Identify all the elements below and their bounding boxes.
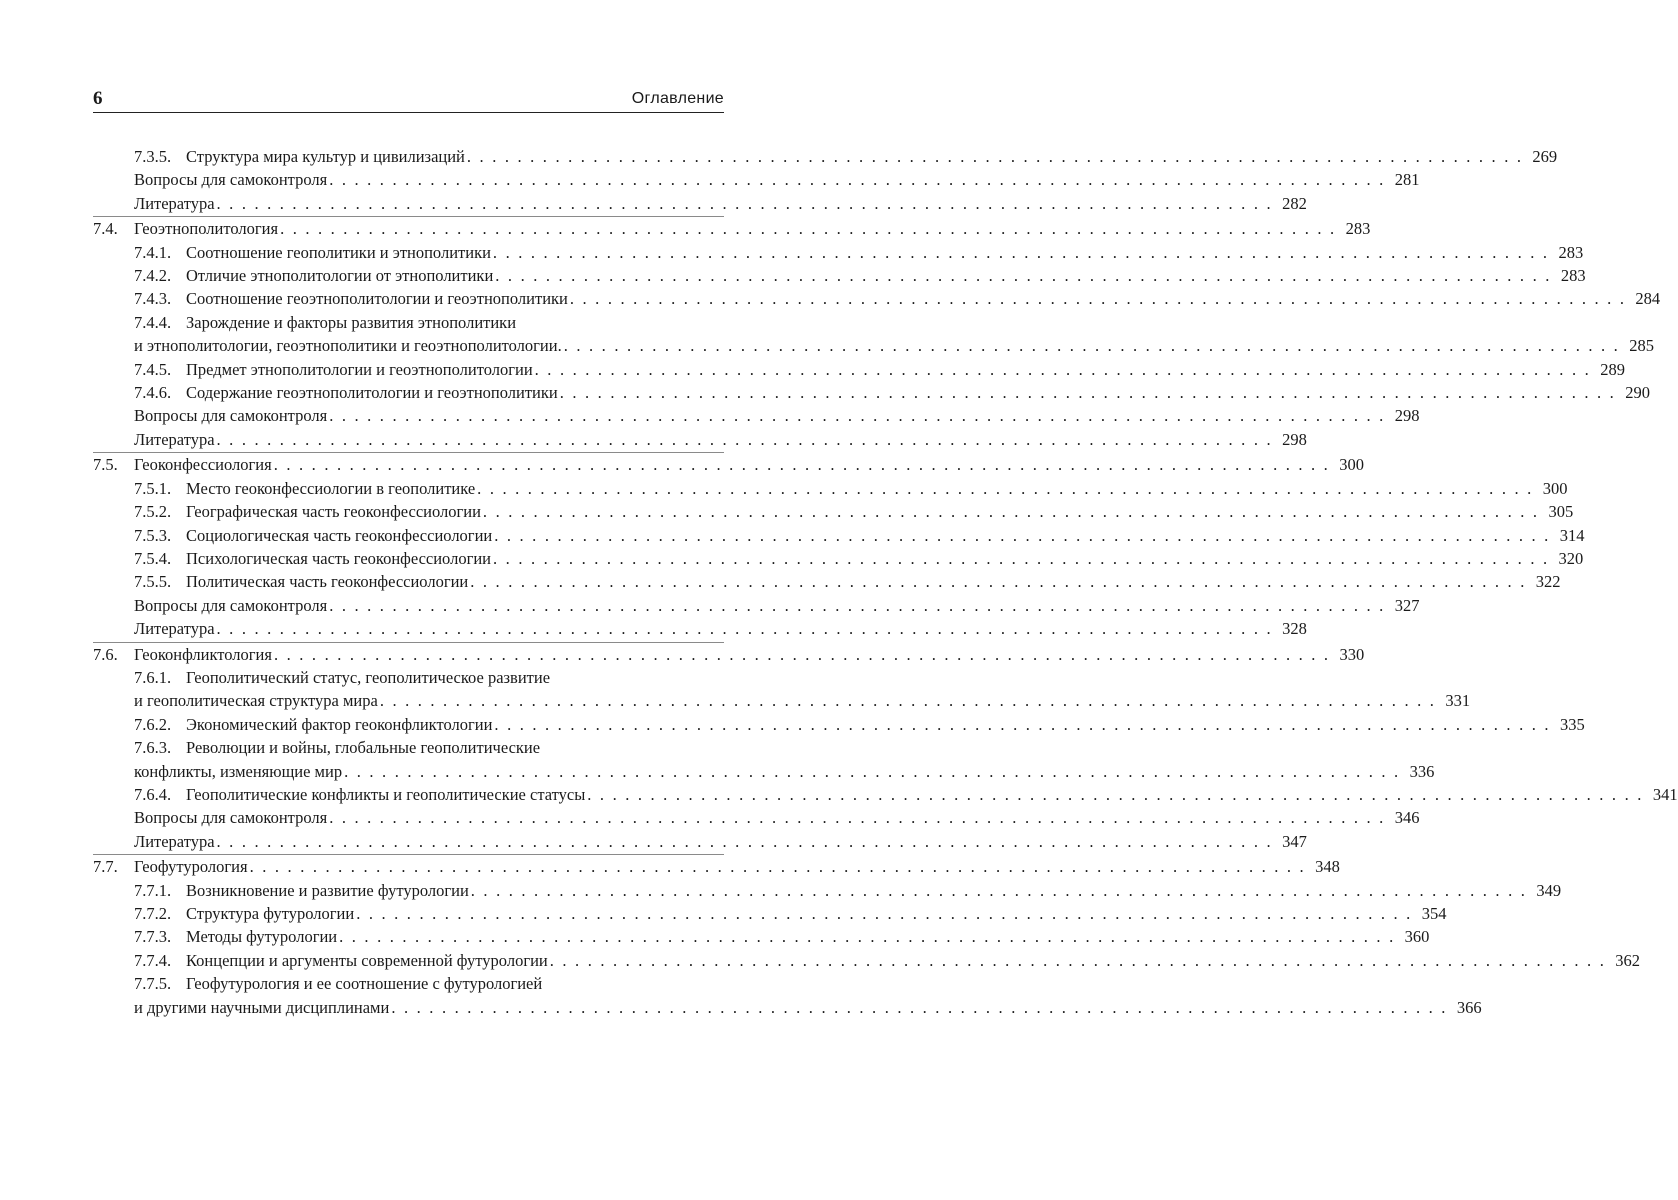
toc-leader-dots: . . . . . . . . . . . . . . . . . . . . . . . . . . . . . . . . . . . . . . . . . . . . . . . . . . . . . . . . . . . . . . . . . . . . . . . . . . . . . . . . . . . . bbox=[249, 857, 1306, 877]
toc-entry-number: 7.4.3. bbox=[134, 289, 172, 309]
toc-entry-page: 285 bbox=[1629, 336, 1655, 356]
toc-leader-dots: . . . . . . . . . . . . . . . . . . . . . . . . . . . . . . . . . . . . . . . . . . . . . . . . . . . . . . . . . . . . . . . . . . . . . . . . . . . . . . . . . . . . bbox=[356, 904, 1413, 923]
toc-entry-label bbox=[134, 713, 492, 736]
toc-entry-line bbox=[93, 217, 1371, 240]
toc-entry-line bbox=[93, 879, 1562, 902]
toc-entry-page: 349 bbox=[1536, 880, 1562, 900]
toc-entry-title: Геоконфликтология bbox=[134, 644, 272, 664]
toc-entry-page: 335 bbox=[1559, 714, 1585, 734]
toc-entry[interactable] bbox=[93, 524, 1585, 547]
toc-entry-title-line1: Зарождение и факторы развития этнополитики bbox=[186, 312, 517, 332]
toc-entry-page: 347 bbox=[1282, 831, 1307, 851]
toc-leader-dots: . . . . . . . . . . . . . . . . . . . . . . . . . . . . . . . . . . . . . . . . . . . . . . . . . . . . . . . . . . . . . . . . . . . . . . . . . . . . . . . . . . . . bbox=[569, 289, 1627, 309]
toc-entry-title: Социологическая часть геоконфессиологии bbox=[186, 525, 493, 545]
toc-entry-page: 366 bbox=[1456, 997, 1482, 1017]
toc-entry-line bbox=[93, 500, 1574, 523]
toc-entry-label bbox=[134, 358, 533, 381]
toc-entry-title: Соотношение геоэтнополитологии и геоэтнополитики bbox=[186, 289, 568, 309]
toc-entry-number: 7.5.1. bbox=[134, 478, 172, 498]
toc-entry-label bbox=[134, 404, 327, 427]
toc-entry[interactable] bbox=[93, 381, 1651, 404]
toc-entry[interactable] bbox=[93, 264, 1586, 287]
toc-entry-line bbox=[93, 855, 1340, 878]
toc-entry-title: Политическая часть геоконфессиологии bbox=[186, 572, 469, 592]
toc-entry-line bbox=[93, 192, 1307, 215]
toc-entry-title: Геоэтнополитология bbox=[134, 219, 279, 239]
toc-entry-title: Соотношение геополитики и этнополитики bbox=[186, 242, 491, 262]
toc-entry-number: 7.7.1. bbox=[134, 880, 172, 900]
toc-entry-title: Отличие этнополитологии от этнополитики bbox=[186, 266, 494, 286]
toc-entry-line bbox=[93, 428, 1307, 451]
toc-entry[interactable] bbox=[93, 972, 1482, 1019]
toc-entry-line bbox=[93, 547, 1584, 570]
toc-entry-title-line1: Революции и войны, глобальные геополитические bbox=[186, 738, 541, 758]
toc-entry-page: 320 bbox=[1558, 548, 1584, 568]
toc-entry-label bbox=[134, 949, 548, 972]
toc-entry-number: 7.7.5. bbox=[134, 974, 172, 994]
toc-entry-title: и другими научными дисциплинами bbox=[134, 997, 390, 1017]
toc-entry-line bbox=[93, 570, 1561, 593]
toc-section-entry[interactable] bbox=[93, 452, 1365, 476]
toc-entry-page: 282 bbox=[1282, 193, 1307, 213]
toc-entry-page: 305 bbox=[1548, 502, 1574, 522]
toc-entry-line bbox=[93, 404, 1420, 427]
toc-entry-title: Концепции и аргументы современной футурологии bbox=[186, 950, 548, 970]
toc-entry-number: 7.7.4. bbox=[134, 950, 172, 970]
toc-entry-page: 341 bbox=[1652, 784, 1678, 804]
toc-entry-label bbox=[134, 168, 327, 191]
toc-entry-page: 298 bbox=[1282, 429, 1307, 449]
toc-entry-line bbox=[93, 145, 1558, 168]
toc-entry-page: 290 bbox=[1625, 383, 1651, 403]
toc-entry[interactable] bbox=[93, 879, 1562, 902]
toc-leader-dots: . . . . . . . . . . . . . . . . . . . . . . . . . . . . . . . . . . . . . . . . . . . . . . . . . . . . . . . . . . . . . . . . . . . . . . . . . . . . . . . . . . . . bbox=[329, 808, 1386, 828]
toc-leader-dots: . . . . . . . . . . . . . . . . . . . . . . . . . . . . . . . . . . . . . . . . . . . . . . . . . . . . . . . . . . . . . . . . . . . . . . . . . . . . . . . . . . . . bbox=[273, 644, 1331, 664]
toc-entry-page: 269 bbox=[1532, 147, 1558, 166]
toc-entry-line bbox=[93, 524, 1585, 547]
toc-leader-dots: . . . . . . . . . . . . . . . . . . . . . . . . . . . . . . . . . . . . . . . . . . . . . . . . . . . . . . . . . . . . . . . . . . . . . . . . . . . . . . . . . . . . bbox=[559, 383, 1617, 403]
toc-entry-page: 284 bbox=[1635, 289, 1661, 309]
toc-entry-label bbox=[93, 643, 272, 666]
toc-entry-title: Содержание геоэтнополитологии и геоэтнополитики bbox=[186, 383, 558, 403]
toc-entry-page: 298 bbox=[1394, 406, 1420, 426]
toc-entry-page: 362 bbox=[1615, 950, 1641, 970]
toc-entry[interactable] bbox=[93, 547, 1584, 570]
toc-entry-line bbox=[93, 617, 1307, 640]
toc-leader-dots: . . . . . . . . . . . . . . . . . . . . . . . . . . . . . . . . . . . . . . . . . . . . . . . . . . . . . . . . . . . . . . . . . . . . . . . . . . . . . . . . . . . . bbox=[563, 336, 1621, 356]
toc-entry-page: 300 bbox=[1339, 455, 1365, 475]
toc-entry-label bbox=[93, 217, 278, 240]
toc-entry-first-line bbox=[93, 736, 724, 759]
toc-entry-label bbox=[134, 879, 469, 902]
toc-entry-page: 314 bbox=[1559, 525, 1585, 545]
toc-entry-number: 7.4.1. bbox=[134, 242, 172, 262]
toc-entry[interactable] bbox=[93, 736, 1435, 783]
toc-entry[interactable] bbox=[93, 287, 1661, 310]
toc-leader-dots: . . . . . . . . . . . . . . . . . . . . . . . . . . . . . . . . . . . . . . . . . . . . . . . . . . . . . . . . . . . . . . . . . . . . . . . . . . . . . . . . . . . . bbox=[494, 714, 1551, 734]
toc-entry-title: Литература bbox=[134, 429, 215, 449]
toc-entry[interactable] bbox=[93, 404, 1420, 427]
toc-leader-dots: . . . . . . . . . . . . . . . . . . . . . . . . . . . . . . . . . . . . . . . . . . . . . . . . . . . . . . . . . . . . . . . . . . . . . . . . . . . . . . . . . . . . bbox=[587, 784, 1644, 804]
toc-leader-dots: . . . . . . . . . . . . . . . . . . . . . . . . . . . . . . . . . . . . . . . . . . . . . . . . . . . . . . . . . . . . . . . . . . . . . . . . . . . . . . . . . . . . bbox=[534, 359, 1591, 379]
toc-entry-label bbox=[134, 830, 215, 853]
toc-entry-title: Вопросы для самоконтроля bbox=[134, 808, 328, 828]
toc-entry[interactable] bbox=[93, 358, 1625, 381]
toc-entry[interactable] bbox=[93, 168, 1420, 191]
toc-entry-line bbox=[93, 783, 1678, 806]
toc-entry-page: 354 bbox=[1421, 904, 1447, 923]
toc-leader-dots: . . . . . . . . . . . . . . . . . . . . . . . . . . . . . . . . . . . . . . . . . . . . . . . . . . . . . . . . . . . . . . . . . . . . . . . . . . . . . . . . . . . . bbox=[329, 595, 1386, 615]
toc-entry-page: 289 bbox=[1600, 359, 1625, 379]
toc-entry-page: 283 bbox=[1345, 219, 1371, 239]
toc-entry-title: Методы футурологии bbox=[186, 927, 338, 947]
toc-entry[interactable] bbox=[93, 594, 1420, 617]
toc-leader-dots: . . . . . . . . . . . . . . . . . . . . . . . . . . . . . . . . . . . . . . . . . . . . . . . . . . . . . . . . . . . . . . . . . . . . . . . . . . . . . . . . . . . . bbox=[482, 502, 1540, 522]
toc-entry-title: Структура мира культур и цивилизаций bbox=[186, 147, 465, 166]
page-number: 6 bbox=[93, 88, 103, 109]
toc-entry[interactable] bbox=[93, 925, 1430, 948]
toc-entry-title: конфликты, изменяющие мир bbox=[134, 761, 343, 781]
toc-entry[interactable] bbox=[93, 570, 1561, 593]
toc-leader-dots: . . . . . . . . . . . . . . . . . . . . . . . . . . . . . . . . . . . . . . . . . . . . . . . . . . . . . . . . . . . . . . . . . . . . . . . . . . . . . . . . . . . . bbox=[339, 927, 1396, 947]
toc-leader-dots: . . . . . . . . . . . . . . . . . . . . . . . . . . . . . . . . . . . . . . . . . . . . . . . . . . . . . . . . . . . . . . . . . . . . . . . . . . . . . . . . . . . . bbox=[273, 455, 1331, 475]
toc-entry-title: Психологическая часть геоконфессиологии bbox=[186, 548, 492, 568]
toc-entry-page: 331 bbox=[1445, 691, 1471, 711]
toc-entry[interactable] bbox=[93, 311, 1655, 358]
toc-entry-label bbox=[134, 381, 558, 404]
toc-entry-line bbox=[93, 806, 1420, 829]
toc-entry-line bbox=[93, 594, 1420, 617]
toc-entry-number: 7.5. bbox=[93, 455, 118, 475]
toc-entry-line bbox=[93, 287, 1661, 310]
toc-entry[interactable] bbox=[93, 666, 1471, 713]
toc-entry-number: 7.7. bbox=[93, 857, 118, 877]
toc-entry-title: Литература bbox=[134, 619, 215, 639]
toc-section-entry[interactable] bbox=[93, 642, 1365, 666]
toc-leader-dots: . . . . . . . . . . . . . . . . . . . . . . . . . . . . . . . . . . . . . . . . . . . . . . . . . . . . . . . . . . . . . . . . . . . . . . . . . . . . . . . . . . . . bbox=[280, 219, 1337, 239]
toc-entry-first-line bbox=[93, 972, 724, 995]
table-of-contents bbox=[93, 145, 1678, 1019]
toc-entry[interactable] bbox=[93, 713, 1585, 736]
toc-entry-label bbox=[134, 902, 354, 925]
toc-entry-number: 7.6.3. bbox=[134, 738, 172, 758]
toc-entry-page: 360 bbox=[1404, 927, 1430, 947]
toc-entry-number: 7.5.4. bbox=[134, 548, 172, 568]
toc-entry-page: 328 bbox=[1282, 619, 1307, 639]
toc-leader-dots: . . . . . . . . . . . . . . . . . . . . . . . . . . . . . . . . . . . . . . . . . . . . . . . . . . . . . . . . . . . . . . . . . . . . . . . . . . . . . . . . . . . . bbox=[379, 691, 1437, 711]
toc-leader-dots: . . . . . . . . . . . . . . . . . . . . . . . . . . . . . . . . . . . . . . . . . . . . . . . . . . . . . . . . . . . . . . . . . . . . . . . . . . . . . . . . . . . . bbox=[494, 525, 1551, 545]
toc-entry-number: 7.6.1. bbox=[134, 667, 172, 687]
toc-entry-line bbox=[93, 643, 1365, 666]
toc-entry-page: 300 bbox=[1542, 478, 1568, 498]
toc-leader-dots: . . . . . . . . . . . . . . . . . . . . . . . . . . . . . . . . . . . . . . . . . . . . . . . . . . . . . . . . . . . . . . . . . . . . . . . . . . . . . . . . . . . . bbox=[477, 478, 1534, 498]
toc-entry-continuation bbox=[93, 689, 1471, 712]
toc-entry-first-line bbox=[93, 311, 724, 334]
toc-entry-line bbox=[93, 358, 1625, 381]
toc-entry-number: 7.5.5. bbox=[134, 572, 172, 592]
toc-leader-dots: . . . . . . . . . . . . . . . . . . . . . . . . . . . . . . . . . . . . . . . . . . . . . . . . . . . . . . . . . . . . . . . . . . . . . . . . . . . . . . . . . . . . bbox=[216, 429, 1273, 449]
toc-entry-number: 7.4.6. bbox=[134, 383, 172, 403]
toc-entry[interactable] bbox=[93, 145, 1558, 168]
toc-entry-label bbox=[134, 192, 215, 215]
toc-entry-title: и геополитическая структура мира bbox=[134, 691, 378, 711]
toc-entry-number: 7.5.3. bbox=[134, 525, 172, 545]
toc-entry[interactable] bbox=[93, 783, 1678, 806]
toc-entry-number: 7.7.3. bbox=[134, 927, 172, 947]
toc-entry-title: Предмет этнополитологии и геоэтнополитологии bbox=[186, 359, 533, 379]
toc-entry-title: Вопросы для самоконтроля bbox=[134, 595, 328, 615]
toc-leader-dots: . . . . . . . . . . . . . . . . . . . . . . . . . . . . . . . . . . . . . . . . . . . . . . . . . . . . . . . . . . . . . . . . . . . . . . . . . . . . . . . . . . . . bbox=[329, 406, 1386, 426]
toc-entry[interactable] bbox=[93, 477, 1568, 500]
toc-entry-title: Вопросы для самоконтроля bbox=[134, 170, 328, 190]
toc-entry-title: Литература bbox=[134, 193, 215, 213]
toc-entry-page: 346 bbox=[1394, 808, 1420, 828]
toc-entry-label bbox=[134, 264, 493, 287]
toc-entry-line bbox=[93, 830, 1307, 853]
toc-entry-continuation bbox=[93, 760, 1435, 783]
toc-entry-page: 283 bbox=[1558, 242, 1584, 262]
toc-leader-dots: . . . . . . . . . . . . . . . . . . . . . . . . . . . . . . . . . . . . . . . . . . . . . . . . . . . . . . . . . . . . . . . . . . . . . . . . . . . . . . . . . . . . bbox=[216, 831, 1273, 851]
toc-entry-continuation bbox=[93, 334, 1655, 357]
toc-entry-title: Структура футурологии bbox=[186, 904, 355, 923]
toc-entry-title: Геополитические конфликты и геополитические статусы bbox=[186, 784, 586, 804]
toc-entry[interactable] bbox=[93, 902, 1447, 925]
toc-entry-label bbox=[134, 594, 327, 617]
toc-leader-dots: . . . . . . . . . . . . . . . . . . . . . . . . . . . . . . . . . . . . . . . . . . . . . . . . . . . . . . . . . . . . . . . . . . . . . . . . . . . . . . . . . . . . bbox=[549, 950, 1607, 970]
toc-entry-title: Географическая часть геоконфессиологии bbox=[186, 502, 481, 522]
toc-entry[interactable] bbox=[93, 428, 1307, 451]
toc-section-entry[interactable] bbox=[93, 216, 1371, 240]
toc-entry[interactable] bbox=[93, 500, 1574, 523]
toc-entry-line bbox=[93, 902, 1447, 925]
toc-entry-first-line bbox=[93, 666, 724, 689]
toc-entry-line bbox=[93, 264, 1586, 287]
toc-entry-title: Возникновение и развитие футурологии bbox=[186, 880, 469, 900]
toc-entry-number: 7.3.5. bbox=[134, 147, 172, 166]
page-header bbox=[93, 86, 724, 110]
toc-entry[interactable] bbox=[93, 617, 1307, 640]
toc-entry-number: 7.7.2. bbox=[134, 904, 172, 923]
toc-entry-page: 283 bbox=[1560, 266, 1586, 286]
toc-entry-number: 7.4. bbox=[93, 219, 118, 239]
toc-entry-line bbox=[93, 381, 1651, 404]
toc-entry-label bbox=[134, 617, 215, 640]
toc-entry-label bbox=[134, 287, 568, 310]
toc-entry-title: Геофутурология bbox=[134, 857, 248, 877]
toc-entry-line bbox=[93, 925, 1430, 948]
toc-entry-line bbox=[93, 241, 1584, 264]
toc-entry-label bbox=[134, 570, 468, 593]
toc-entry-label bbox=[134, 783, 585, 806]
toc-entry-page: 348 bbox=[1315, 857, 1340, 877]
toc-entry-line bbox=[93, 713, 1585, 736]
toc-leader-dots: . . . . . . . . . . . . . . . . . . . . . . . . . . . . . . . . . . . . . . . . . . . . . . . . . . . . . . . . . . . . . . . . . . . . . . . . . . . . . . . . . . . . bbox=[495, 266, 1552, 286]
toc-entry-label bbox=[134, 925, 337, 948]
toc-entry-label bbox=[134, 524, 492, 547]
toc-leader-dots: . . . . . . . . . . . . . . . . . . . . . . . . . . . . . . . . . . . . . . . . . . . . . . . . . . . . . . . . . . . . . . . . . . . . . . . . . . . . . . . . . . . . bbox=[344, 761, 1401, 781]
toc-entry-line bbox=[93, 949, 1641, 972]
toc-entry-label bbox=[134, 145, 465, 168]
header-rule bbox=[93, 112, 724, 113]
toc-entry[interactable] bbox=[93, 949, 1641, 972]
toc-entry-line bbox=[93, 168, 1420, 191]
toc-entry-label bbox=[134, 500, 481, 523]
toc-entry-title: Экономический фактор геоконфликтологии bbox=[186, 714, 493, 734]
toc-entry-label bbox=[134, 477, 475, 500]
toc-leader-dots: . . . . . . . . . . . . . . . . . . . . . . . . . . . . . . . . . . . . . . . . . . . . . . . . . . . . . . . . . . . . . . . . . . . . . . . . . . . . . . . . . . . . bbox=[470, 880, 1528, 900]
toc-entry-label bbox=[134, 428, 215, 451]
toc-entry-page: 322 bbox=[1535, 572, 1561, 592]
toc-entry-label bbox=[134, 241, 491, 264]
toc-entry-title: Литература bbox=[134, 831, 215, 851]
toc-leader-dots: . . . . . . . . . . . . . . . . . . . . . . . . . . . . . . . . . . . . . . . . . . . . . . . . . . . . . . . . . . . . . . . . . . . . . . . . . . . . . . . . . . . . bbox=[492, 242, 1550, 262]
toc-entry[interactable] bbox=[93, 241, 1584, 264]
toc-entry[interactable] bbox=[93, 806, 1420, 829]
toc-entry-page: 327 bbox=[1394, 595, 1420, 615]
toc-entry-number: 7.4.4. bbox=[134, 312, 172, 332]
toc-leader-dots: . . . . . . . . . . . . . . . . . . . . . . . . . . . . . . . . . . . . . . . . . . . . . . . . . . . . . . . . . . . . . . . . . . . . . . . . . . . . . . . . . . . . bbox=[470, 572, 1527, 592]
toc-entry-number: 7.5.2. bbox=[134, 502, 172, 522]
toc-entry-label bbox=[93, 453, 272, 476]
toc-leader-dots: . . . . . . . . . . . . . . . . . . . . . . . . . . . . . . . . . . . . . . . . . . . . . . . . . . . . . . . . . . . . . . . . . . . . . . . . . . . . . . . . . . . . bbox=[466, 147, 1524, 166]
toc-entry-page: 330 bbox=[1339, 644, 1365, 664]
running-title: Оглавление bbox=[631, 90, 724, 107]
toc-entry-number: 7.6.4. bbox=[134, 784, 172, 804]
toc-entry-title: Вопросы для самоконтроля bbox=[134, 406, 328, 426]
toc-entry-page: 281 bbox=[1394, 170, 1420, 190]
toc-leader-dots: . . . . . . . . . . . . . . . . . . . . . . . . . . . . . . . . . . . . . . . . . . . . . . . . . . . . . . . . . . . . . . . . . . . . . . . . . . . . . . . . . . . . bbox=[391, 997, 1448, 1017]
toc-leader-dots: . . . . . . . . . . . . . . . . . . . . . . . . . . . . . . . . . . . . . . . . . . . . . . . . . . . . . . . . . . . . . . . . . . . . . . . . . . . . . . . . . . . . bbox=[216, 193, 1273, 213]
toc-entry[interactable] bbox=[93, 192, 1307, 215]
toc-leader-dots: . . . . . . . . . . . . . . . . . . . . . . . . . . . . . . . . . . . . . . . . . . . . . . . . . . . . . . . . . . . . . . . . . . . . . . . . . . . . . . . . . . . . bbox=[329, 170, 1386, 190]
toc-entry-title: и этнополитологии, геоэтнополитики и геоэтнополитологии. bbox=[134, 336, 562, 356]
toc-entry-line bbox=[93, 477, 1568, 500]
toc-entry-continuation bbox=[93, 996, 1482, 1019]
toc-leader-dots: . . . . . . . . . . . . . . . . . . . . . . . . . . . . . . . . . . . . . . . . . . . . . . . . . . . . . . . . . . . . . . . . . . . . . . . . . . . . . . . . . . . . bbox=[216, 619, 1273, 639]
toc-entry-line bbox=[93, 453, 1365, 476]
toc-entry-number: 7.4.5. bbox=[134, 359, 172, 379]
toc-entry-number: 7.6. bbox=[93, 644, 118, 664]
toc-entry-title-line1: Геофутурология и ее соотношение с футурологией bbox=[186, 974, 543, 994]
toc-entry-number: 7.4.2. bbox=[134, 266, 172, 286]
toc-entry-page: 336 bbox=[1409, 761, 1435, 781]
toc-leader-dots: . . . . . . . . . . . . . . . . . . . . . . . . . . . . . . . . . . . . . . . . . . . . . . . . . . . . . . . . . . . . . . . . . . . . . . . . . . . . . . . . . . . . bbox=[493, 548, 1550, 568]
toc-entry-label bbox=[134, 806, 327, 829]
toc-section-entry[interactable] bbox=[93, 854, 1340, 878]
toc-entry-label bbox=[93, 855, 248, 878]
toc-entry[interactable] bbox=[93, 830, 1307, 853]
toc-entry-title: Геоконфессиология bbox=[134, 455, 272, 475]
toc-entry-title: Место геоконфессиологии в геополитике bbox=[186, 478, 476, 498]
toc-entry-label bbox=[134, 547, 491, 570]
toc-entry-number: 7.6.2. bbox=[134, 714, 172, 734]
toc-entry-title-line1: Геополитический статус, геополитическое развитие bbox=[186, 667, 551, 687]
